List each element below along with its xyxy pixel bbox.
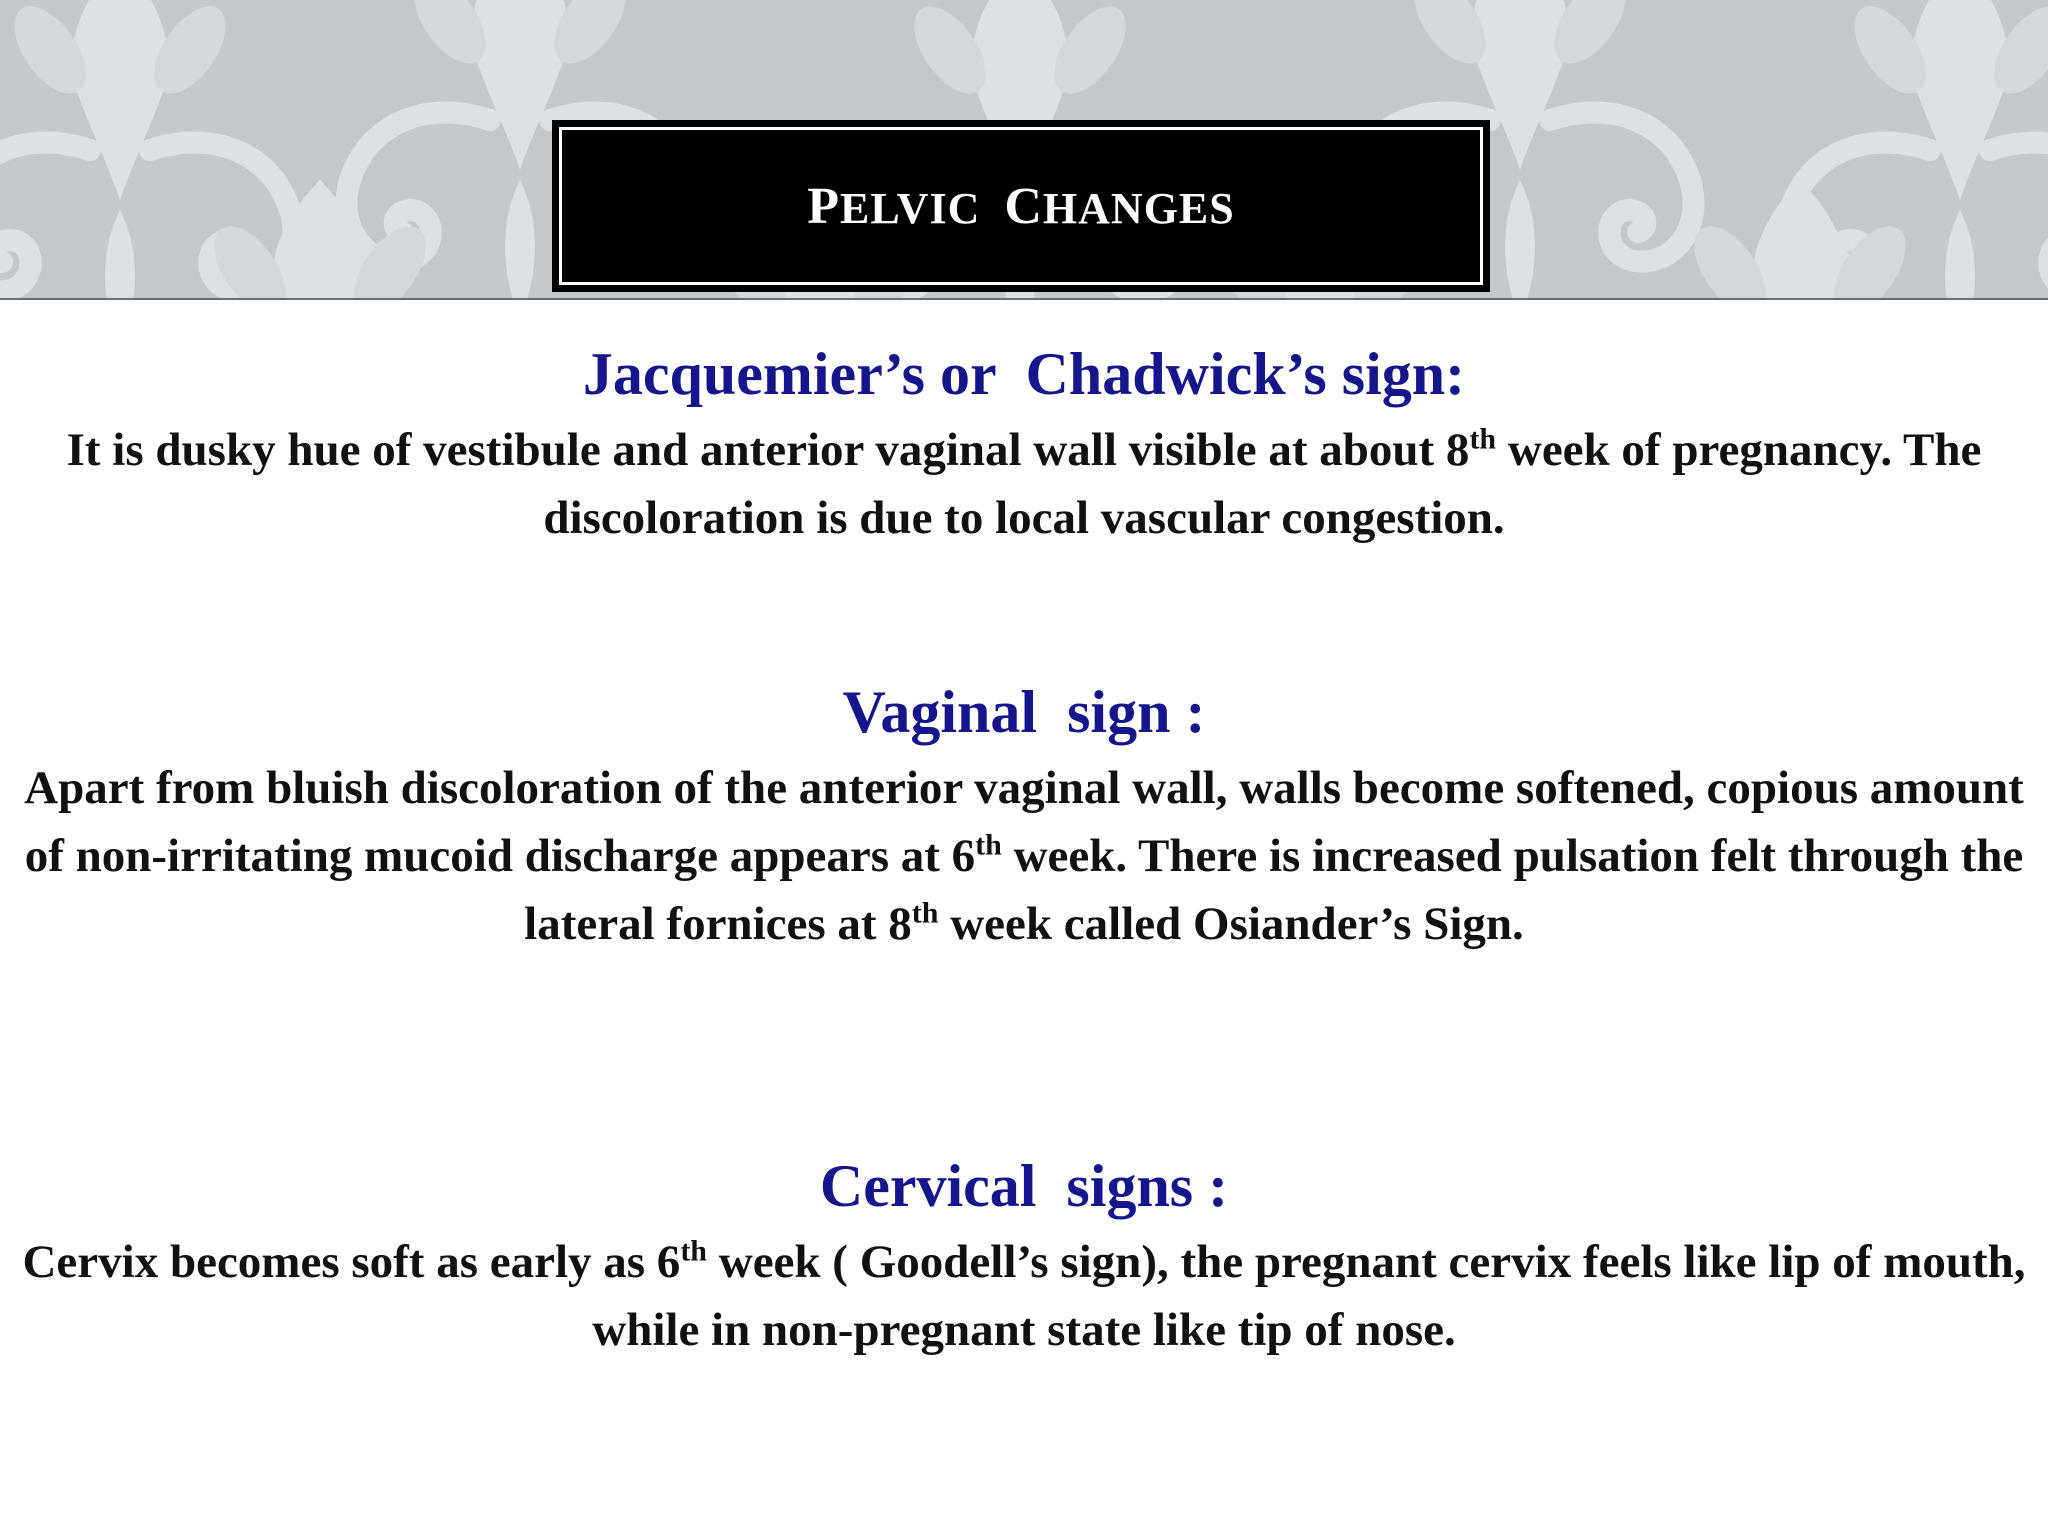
chadwick-sign-section — [20, 338, 2028, 552]
superscript: th — [975, 828, 1002, 862]
superscript: th — [911, 896, 939, 930]
text-run: Apart from bluish discoloration of the anterior vaginal wall, walls become softened, copious amount of non-irritating mucoid discharge appears at 6 — [24, 762, 2024, 882]
title-part-1: ELVIC — [840, 183, 1005, 233]
cervical-signs-heading: Cervical signs : — [819, 1153, 1229, 1219]
text-run: week called Osiander’s Sign. — [938, 898, 1524, 950]
text-run: Cervix becomes soft as early as 6 — [22, 1236, 681, 1288]
title-initial-c: C — [1004, 177, 1043, 235]
chadwick-sign-text — [20, 416, 2028, 552]
text-run: week ( Goodell’s sign), the pregnant cervix feels like lip of mouth, while in non-pregnant state like tip of nose. — [592, 1236, 2026, 1356]
superscript: th — [1469, 422, 1497, 456]
vaginal-sign-text — [20, 754, 2028, 958]
chadwick-sign-heading: Jacquemier’s or Chadwick’s sign: — [582, 341, 1466, 407]
slide-title — [807, 177, 1235, 236]
superscript: th — [680, 1234, 707, 1268]
title-initial-p: P — [807, 177, 841, 235]
vaginal-sign-section — [20, 676, 2028, 958]
cervical-signs-section — [20, 1150, 2028, 1364]
text-run: It is dusky hue of vestibule and anterior vaginal wall visible at about 8 — [66, 424, 1470, 476]
text-run: week. There is increased pulsation felt through the lateral fornices at 8 — [524, 830, 2024, 950]
title-box — [552, 120, 1490, 292]
vaginal-sign-heading: Vaginal sign : — [842, 679, 1206, 745]
title-part-2: HANGES — [1042, 183, 1235, 233]
text-run: week of pregnancy. The discoloration is due to local vascular congestion. — [543, 424, 1982, 544]
cervical-signs-text — [20, 1228, 2028, 1364]
